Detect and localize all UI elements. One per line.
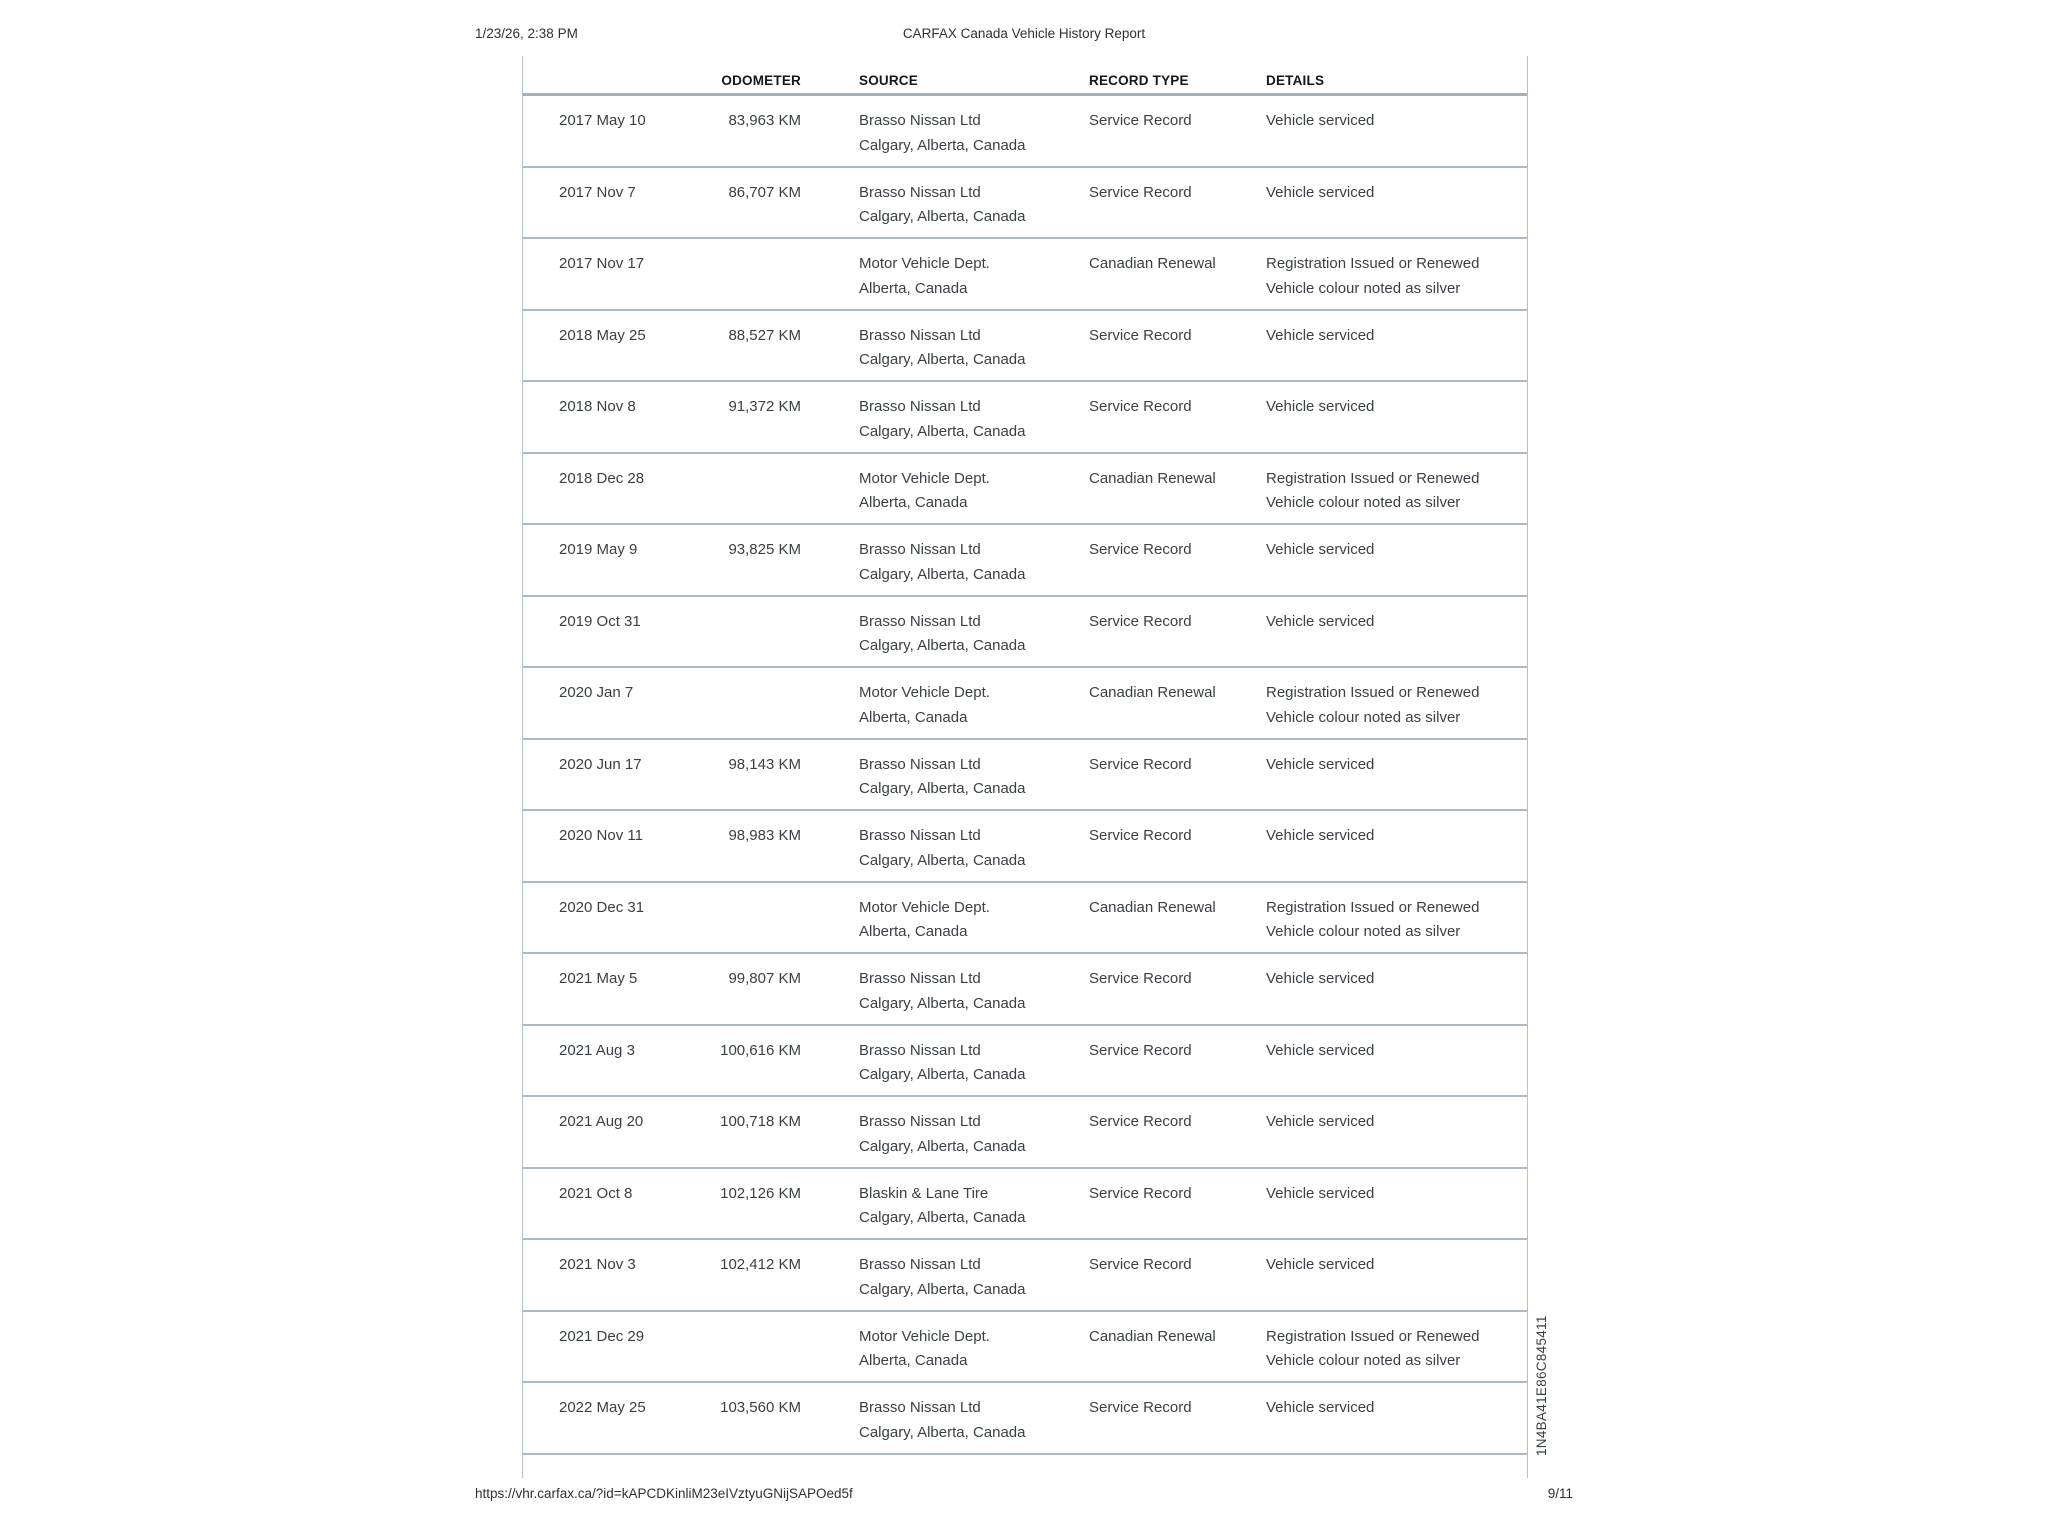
- table-row: [523, 954, 1527, 1026]
- table-row: [523, 1169, 1527, 1241]
- table-row: [523, 668, 1527, 740]
- record-source: [859, 1026, 1089, 1096]
- source-name: Brasso Nissan Ltd: [859, 326, 981, 344]
- source-location: Calgary, Alberta, Canada: [859, 637, 1026, 654]
- table-row: [523, 525, 1527, 597]
- details-line-1: Vehicle serviced: [1266, 612, 1375, 630]
- record-details: [1266, 668, 1527, 738]
- record-source: [859, 597, 1089, 667]
- details-line-1: Registration Issued or Renewed: [1266, 684, 1480, 701]
- record-date: 2017 Nov 17: [559, 255, 645, 272]
- record-type: Service Record: [1089, 1399, 1192, 1416]
- table-row: [523, 883, 1527, 955]
- source-location: Calgary, Alberta, Canada: [859, 1280, 1026, 1298]
- table-row: [523, 239, 1527, 311]
- record-source: [859, 1097, 1089, 1167]
- record-odometer: [683, 883, 804, 953]
- column-header-details: DETAILS: [1266, 73, 1325, 88]
- record-details: [1266, 1312, 1527, 1382]
- source-name: Brasso Nissan Ltd: [859, 1399, 981, 1416]
- record-date: 2018 Dec 28: [559, 469, 645, 487]
- details-line-1: Vehicle serviced: [1266, 827, 1375, 844]
- details-line-1: Registration Issued or Renewed: [1266, 469, 1480, 487]
- record-source: [859, 454, 1089, 524]
- table-row: [523, 311, 1527, 383]
- record-odometer: 98,143 KM: [728, 755, 801, 773]
- details-line-1: Vehicle serviced: [1266, 1184, 1375, 1202]
- source-name: Brasso Nissan Ltd: [859, 398, 981, 415]
- source-location: Alberta, Canada: [859, 1352, 968, 1369]
- record-type: Service Record: [1089, 755, 1192, 773]
- table-next-row-stub: [523, 1455, 1527, 1478]
- source-name: Motor Vehicle Dept.: [859, 1327, 990, 1345]
- details-line-1: Vehicle serviced: [1266, 541, 1375, 558]
- source-name: Brasso Nissan Ltd: [859, 183, 981, 201]
- record-source: [859, 1312, 1089, 1382]
- table-header-row: [523, 56, 1527, 96]
- record-type: Service Record: [1089, 112, 1192, 129]
- details-line-1: Vehicle serviced: [1266, 755, 1375, 773]
- record-date: 2018 Nov 8: [559, 398, 636, 415]
- source-location: Calgary, Alberta, Canada: [859, 1137, 1026, 1155]
- record-details: [1266, 311, 1527, 381]
- record-odometer: [683, 597, 804, 667]
- details-line-1: Vehicle serviced: [1266, 1256, 1375, 1273]
- print-timestamp: 1/23/26, 2:38 PM: [475, 26, 578, 41]
- record-details: [1266, 1240, 1527, 1310]
- vin-sidebar-text: 1N4BA41E86C845411: [1534, 1315, 1549, 1456]
- record-details: [1266, 382, 1527, 452]
- source-location: Alberta, Canada: [859, 923, 968, 940]
- record-type: Service Record: [1089, 183, 1192, 201]
- source-location: Calgary, Alberta, Canada: [859, 565, 1026, 583]
- record-details: [1266, 239, 1527, 309]
- record-type: Canadian Renewal: [1089, 684, 1216, 701]
- record-type: Service Record: [1089, 1184, 1192, 1202]
- record-date: 2018 May 25: [559, 326, 646, 344]
- source-name: Brasso Nissan Ltd: [859, 1256, 981, 1273]
- record-type: Canadian Renewal: [1089, 255, 1216, 272]
- record-type: Service Record: [1089, 541, 1192, 558]
- source-location: Calgary, Alberta, Canada: [859, 851, 1026, 869]
- details-line-1: Vehicle serviced: [1266, 1113, 1375, 1130]
- record-type: Service Record: [1089, 1256, 1192, 1273]
- details-line-2: Vehicle colour noted as silver: [1266, 1352, 1461, 1369]
- record-details: [1266, 454, 1527, 524]
- record-odometer: 93,825 KM: [728, 541, 801, 558]
- record-details: [1266, 525, 1527, 595]
- page-number: 9/11: [1547, 1486, 1573, 1501]
- table-row: [523, 168, 1527, 240]
- record-odometer: 102,126 KM: [720, 1184, 801, 1202]
- table-row: [523, 1383, 1527, 1455]
- record-details: [1266, 168, 1527, 238]
- record-date: 2019 Oct 31: [559, 612, 641, 630]
- record-details: [1266, 1097, 1527, 1167]
- record-odometer: 91,372 KM: [728, 398, 801, 415]
- record-type: Service Record: [1089, 612, 1192, 630]
- source-location: Calgary, Alberta, Canada: [859, 136, 1026, 154]
- record-source: [859, 1240, 1089, 1310]
- source-name: Motor Vehicle Dept.: [859, 684, 990, 701]
- record-source: [859, 525, 1089, 595]
- source-location: Alberta, Canada: [859, 279, 968, 297]
- table-row: [523, 454, 1527, 526]
- table-row: [523, 1026, 1527, 1098]
- table-row: [523, 740, 1527, 812]
- record-source: [859, 811, 1089, 881]
- record-type: Service Record: [1089, 827, 1192, 844]
- record-date: 2021 May 5: [559, 970, 638, 987]
- record-date: 2017 Nov 7: [559, 183, 636, 201]
- source-name: Brasso Nissan Ltd: [859, 827, 981, 844]
- record-type: Canadian Renewal: [1089, 1327, 1216, 1345]
- record-odometer: 100,718 KM: [720, 1113, 801, 1130]
- record-type: Service Record: [1089, 1041, 1192, 1059]
- source-name: Motor Vehicle Dept.: [859, 469, 990, 487]
- details-line-2: Vehicle colour noted as silver: [1266, 708, 1461, 726]
- record-source: [859, 239, 1089, 309]
- record-details: [1266, 96, 1527, 166]
- column-header-record-type: RECORD TYPE: [1089, 73, 1189, 88]
- details-line-1: Vehicle serviced: [1266, 1399, 1375, 1416]
- record-details: [1266, 1383, 1527, 1453]
- details-line-1: Vehicle serviced: [1266, 112, 1375, 129]
- record-source: [859, 1169, 1089, 1239]
- record-date: 2019 May 9: [559, 541, 638, 558]
- record-date: 2020 Jun 17: [559, 755, 642, 773]
- record-odometer: [683, 454, 804, 524]
- table-row: [523, 1240, 1527, 1312]
- record-date: 2021 Aug 20: [559, 1113, 644, 1130]
- record-details: [1266, 954, 1527, 1024]
- record-source: [859, 954, 1089, 1024]
- record-odometer: 83,963 KM: [728, 112, 801, 129]
- print-header: [475, 26, 1573, 44]
- record-date: 2021 Aug 3: [559, 1041, 635, 1059]
- record-odometer: [683, 668, 804, 738]
- record-odometer: 102,412 KM: [720, 1256, 801, 1273]
- details-line-2: Vehicle colour noted as silver: [1266, 279, 1461, 297]
- print-footer: [475, 1486, 1573, 1504]
- source-name: Brasso Nissan Ltd: [859, 755, 981, 773]
- details-line-1: Vehicle serviced: [1266, 970, 1375, 987]
- record-type: Service Record: [1089, 326, 1192, 344]
- source-location: Calgary, Alberta, Canada: [859, 1423, 1026, 1441]
- details-line-1: Registration Issued or Renewed: [1266, 1327, 1480, 1345]
- details-line-2: Vehicle colour noted as silver: [1266, 923, 1461, 940]
- page-title: CARFAX Canada Vehicle History Report: [902, 26, 1146, 41]
- table-row: [523, 1097, 1527, 1169]
- table-row: [523, 811, 1527, 883]
- table-row: [523, 96, 1527, 168]
- details-line-2: Vehicle colour noted as silver: [1266, 494, 1461, 511]
- record-odometer: 88,527 KM: [728, 326, 801, 344]
- column-header-source: SOURCE: [859, 73, 918, 88]
- source-name: Brasso Nissan Ltd: [859, 970, 981, 987]
- table-row: [523, 382, 1527, 454]
- details-line-1: Vehicle serviced: [1266, 398, 1375, 415]
- source-name: Brasso Nissan Ltd: [859, 1113, 981, 1130]
- source-location: Calgary, Alberta, Canada: [859, 351, 1026, 368]
- record-date: 2017 May 10: [559, 112, 646, 129]
- record-details: [1266, 811, 1527, 881]
- source-location: Calgary, Alberta, Canada: [859, 422, 1026, 440]
- table-body: [523, 96, 1527, 1455]
- source-location: Calgary, Alberta, Canada: [859, 780, 1026, 797]
- source-location: Calgary, Alberta, Canada: [859, 994, 1026, 1012]
- record-type: Service Record: [1089, 1113, 1192, 1130]
- source-location: Alberta, Canada: [859, 708, 968, 726]
- record-odometer: 99,807 KM: [728, 970, 801, 987]
- record-odometer: 100,616 KM: [720, 1041, 801, 1059]
- record-odometer: [683, 1312, 804, 1382]
- source-location: Alberta, Canada: [859, 494, 968, 511]
- details-line-1: Vehicle serviced: [1266, 326, 1375, 344]
- record-source: [859, 96, 1089, 166]
- record-date: 2022 May 25: [559, 1399, 646, 1416]
- details-line-1: Registration Issued or Renewed: [1266, 255, 1480, 272]
- table-row: [523, 597, 1527, 669]
- record-date: 2021 Oct 8: [559, 1184, 633, 1202]
- details-line-1: Registration Issued or Renewed: [1266, 898, 1480, 916]
- source-name: Brasso Nissan Ltd: [859, 112, 981, 129]
- source-location: Calgary, Alberta, Canada: [859, 1066, 1026, 1083]
- record-source: [859, 668, 1089, 738]
- record-date: 2020 Dec 31: [559, 898, 645, 916]
- report-url: https://vhr.carfax.ca/?id=kAPCDKinliM23eIVztyuGNijSAPOed5f: [475, 1486, 853, 1501]
- record-type: Service Record: [1089, 970, 1192, 987]
- record-details: [1266, 597, 1527, 667]
- record-date: 2021 Dec 29: [559, 1327, 645, 1345]
- record-type: Canadian Renewal: [1089, 898, 1216, 916]
- record-odometer: 98,983 KM: [728, 827, 801, 844]
- table-row: [523, 1312, 1527, 1384]
- record-date: 2020 Jan 7: [559, 684, 634, 701]
- source-name: Brasso Nissan Ltd: [859, 541, 981, 558]
- record-odometer: 86,707 KM: [728, 183, 801, 201]
- record-details: [1266, 883, 1527, 953]
- record-source: [859, 168, 1089, 238]
- record-type: Canadian Renewal: [1089, 469, 1216, 487]
- details-line-1: Vehicle serviced: [1266, 183, 1375, 201]
- record-odometer: 103,560 KM: [720, 1399, 801, 1416]
- record-date: 2021 Nov 3: [559, 1256, 636, 1273]
- record-details: [1266, 1169, 1527, 1239]
- source-name: Motor Vehicle Dept.: [859, 898, 990, 916]
- record-odometer: [683, 239, 804, 309]
- column-header-odometer: ODOMETER: [721, 73, 801, 88]
- source-location: Calgary, Alberta, Canada: [859, 1209, 1026, 1226]
- record-source: [859, 883, 1089, 953]
- source-name: Brasso Nissan Ltd: [859, 1041, 981, 1059]
- source-name: Brasso Nissan Ltd: [859, 612, 981, 630]
- details-line-1: Vehicle serviced: [1266, 1041, 1375, 1059]
- record-source: [859, 382, 1089, 452]
- record-source: [859, 311, 1089, 381]
- source-name: Motor Vehicle Dept.: [859, 255, 990, 272]
- record-details: [1266, 1026, 1527, 1096]
- vehicle-history-table: [522, 56, 1528, 1478]
- record-details: [1266, 740, 1527, 810]
- source-name: Blaskin & Lane Tire: [859, 1184, 989, 1202]
- record-source: [859, 740, 1089, 810]
- record-type: Service Record: [1089, 398, 1192, 415]
- record-date: 2020 Nov 11: [559, 827, 643, 844]
- source-location: Calgary, Alberta, Canada: [859, 208, 1026, 225]
- record-source: [859, 1383, 1089, 1453]
